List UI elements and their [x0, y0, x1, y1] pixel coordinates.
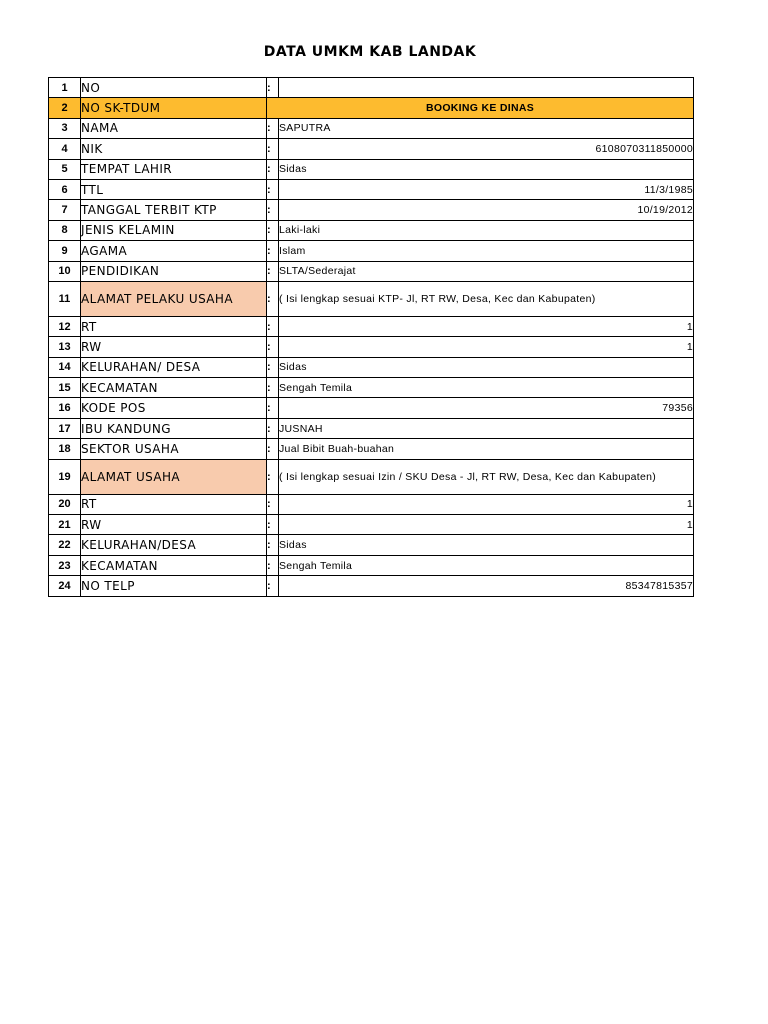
field-value: Jual Bibit Buah-buahan — [279, 439, 694, 459]
field-colon: : — [267, 535, 279, 555]
field-label: KECAMATAN — [81, 555, 267, 575]
field-colon: : — [267, 316, 279, 336]
table-row — [49, 241, 694, 261]
field-value: SLTA/Sederajat — [279, 261, 694, 281]
field-label: TEMPAT LAHIR — [81, 159, 267, 179]
field-label: IBU KANDUNG — [81, 418, 267, 438]
field-value: 1 — [279, 515, 694, 535]
row-number: 5 — [49, 159, 81, 179]
field-label: AGAMA — [81, 241, 267, 261]
field-value: 1 — [279, 316, 694, 336]
field-colon: : — [267, 159, 279, 179]
field-value: Sengah Temila — [279, 555, 694, 575]
field-value: Laki-laki — [279, 220, 694, 240]
row-number: 16 — [49, 398, 81, 418]
field-colon: : — [267, 555, 279, 575]
field-value: 10/19/2012 — [279, 200, 694, 220]
row-number: 19 — [49, 459, 81, 494]
table-row — [49, 535, 694, 555]
field-label: RW — [81, 515, 267, 535]
field-colon: : — [267, 459, 279, 494]
field-label: RT — [81, 316, 267, 336]
table-row — [49, 159, 694, 179]
table-row — [49, 494, 694, 514]
table-row — [49, 555, 694, 575]
field-value: 6108070311850000 — [279, 139, 694, 159]
row-number: 6 — [49, 179, 81, 199]
row-number: 13 — [49, 337, 81, 357]
field-label: PENDIDIKAN — [81, 261, 267, 281]
row-number: 17 — [49, 418, 81, 438]
page-title: DATA UMKM KAB LANDAK — [263, 44, 477, 60]
row-number: 8 — [49, 220, 81, 240]
field-label: NIK — [81, 139, 267, 159]
field-colon: : — [267, 200, 279, 220]
field-value: BOOKING KE DINAS — [267, 98, 694, 118]
field-value: Sidas — [279, 357, 694, 377]
field-colon: : — [267, 118, 279, 138]
row-number: 14 — [49, 357, 81, 377]
field-value: 79356 — [279, 398, 694, 418]
field-label: TANGGAL TERBIT KTP — [81, 200, 267, 220]
table-row — [49, 118, 694, 138]
field-colon: : — [267, 139, 279, 159]
table-row — [49, 200, 694, 220]
field-value: SAPUTRA — [279, 118, 694, 138]
field-colon: : — [267, 494, 279, 514]
row-number: 3 — [49, 118, 81, 138]
field-label: KECAMATAN — [81, 378, 267, 398]
row-number: 9 — [49, 241, 81, 261]
row-number: 15 — [49, 378, 81, 398]
row-number: 23 — [49, 555, 81, 575]
row-number: 10 — [49, 261, 81, 281]
field-label: NO SK-TDUM — [81, 98, 267, 118]
table-row — [49, 98, 694, 118]
table-row — [49, 378, 694, 398]
table-body — [49, 78, 694, 597]
field-label: NAMA — [81, 118, 267, 138]
table-row — [49, 139, 694, 159]
field-colon: : — [267, 179, 279, 199]
field-colon: : — [267, 439, 279, 459]
field-label: RT — [81, 494, 267, 514]
field-value: 85347815357 — [279, 576, 694, 596]
row-number: 12 — [49, 316, 81, 336]
field-value: ( Isi lengkap sesuai Izin / SKU Desa - Jl, RT RW, Desa, Kec dan Kabupaten) — [279, 459, 694, 494]
field-value: ( Isi lengkap sesuai KTP- Jl, RT RW, Desa, Kec dan Kabupaten) — [279, 281, 694, 316]
row-number: 22 — [49, 535, 81, 555]
row-number: 4 — [49, 139, 81, 159]
table-row — [49, 357, 694, 377]
field-value: 11/3/1985 — [279, 179, 694, 199]
table-row — [49, 418, 694, 438]
row-number: 1 — [49, 78, 81, 98]
field-colon: : — [267, 241, 279, 261]
row-number: 2 — [49, 98, 81, 118]
table-row — [49, 78, 694, 98]
field-colon: : — [267, 576, 279, 596]
table-row — [49, 281, 694, 316]
row-number: 18 — [49, 439, 81, 459]
table-row — [49, 316, 694, 336]
field-label: KODE POS — [81, 398, 267, 418]
field-colon: : — [267, 357, 279, 377]
field-colon: : — [267, 261, 279, 281]
table-row — [49, 179, 694, 199]
field-label: NO TELP — [81, 576, 267, 596]
field-value: Islam — [279, 241, 694, 261]
field-value: JUSNAH — [279, 418, 694, 438]
field-colon: : — [267, 281, 279, 316]
field-label: ALAMAT USAHA — [81, 459, 267, 494]
table-row — [49, 220, 694, 240]
field-colon: : — [267, 398, 279, 418]
field-colon: : — [267, 220, 279, 240]
field-label: SEKTOR USAHA — [81, 439, 267, 459]
table-row — [49, 398, 694, 418]
field-value: Sidas — [279, 535, 694, 555]
field-colon: : — [267, 418, 279, 438]
field-colon: : — [267, 78, 279, 98]
row-number: 11 — [49, 281, 81, 316]
field-value: 1 — [279, 337, 694, 357]
field-label: JENIS KELAMIN — [81, 220, 267, 240]
field-label: RW — [81, 337, 267, 357]
row-number: 21 — [49, 515, 81, 535]
table-row — [49, 439, 694, 459]
field-colon: : — [267, 337, 279, 357]
field-value — [279, 78, 694, 98]
table-row — [49, 337, 694, 357]
field-label: TTL — [81, 179, 267, 199]
table-row — [49, 459, 694, 494]
field-value: 1 — [279, 494, 694, 514]
field-label: KELURAHAN/ DESA — [81, 357, 267, 377]
field-colon: : — [267, 378, 279, 398]
row-number: 7 — [49, 200, 81, 220]
row-number: 24 — [49, 576, 81, 596]
row-number: 20 — [49, 494, 81, 514]
table-row — [49, 515, 694, 535]
table-row — [49, 261, 694, 281]
field-value: Sengah Temila — [279, 378, 694, 398]
field-value: Sidas — [279, 159, 694, 179]
field-label: KELURAHAN/DESA — [81, 535, 267, 555]
field-label: ALAMAT PELAKU USAHA — [81, 281, 267, 316]
data-table — [48, 77, 694, 597]
field-colon: : — [267, 515, 279, 535]
field-label: NO — [81, 78, 267, 98]
table-row — [49, 576, 694, 596]
